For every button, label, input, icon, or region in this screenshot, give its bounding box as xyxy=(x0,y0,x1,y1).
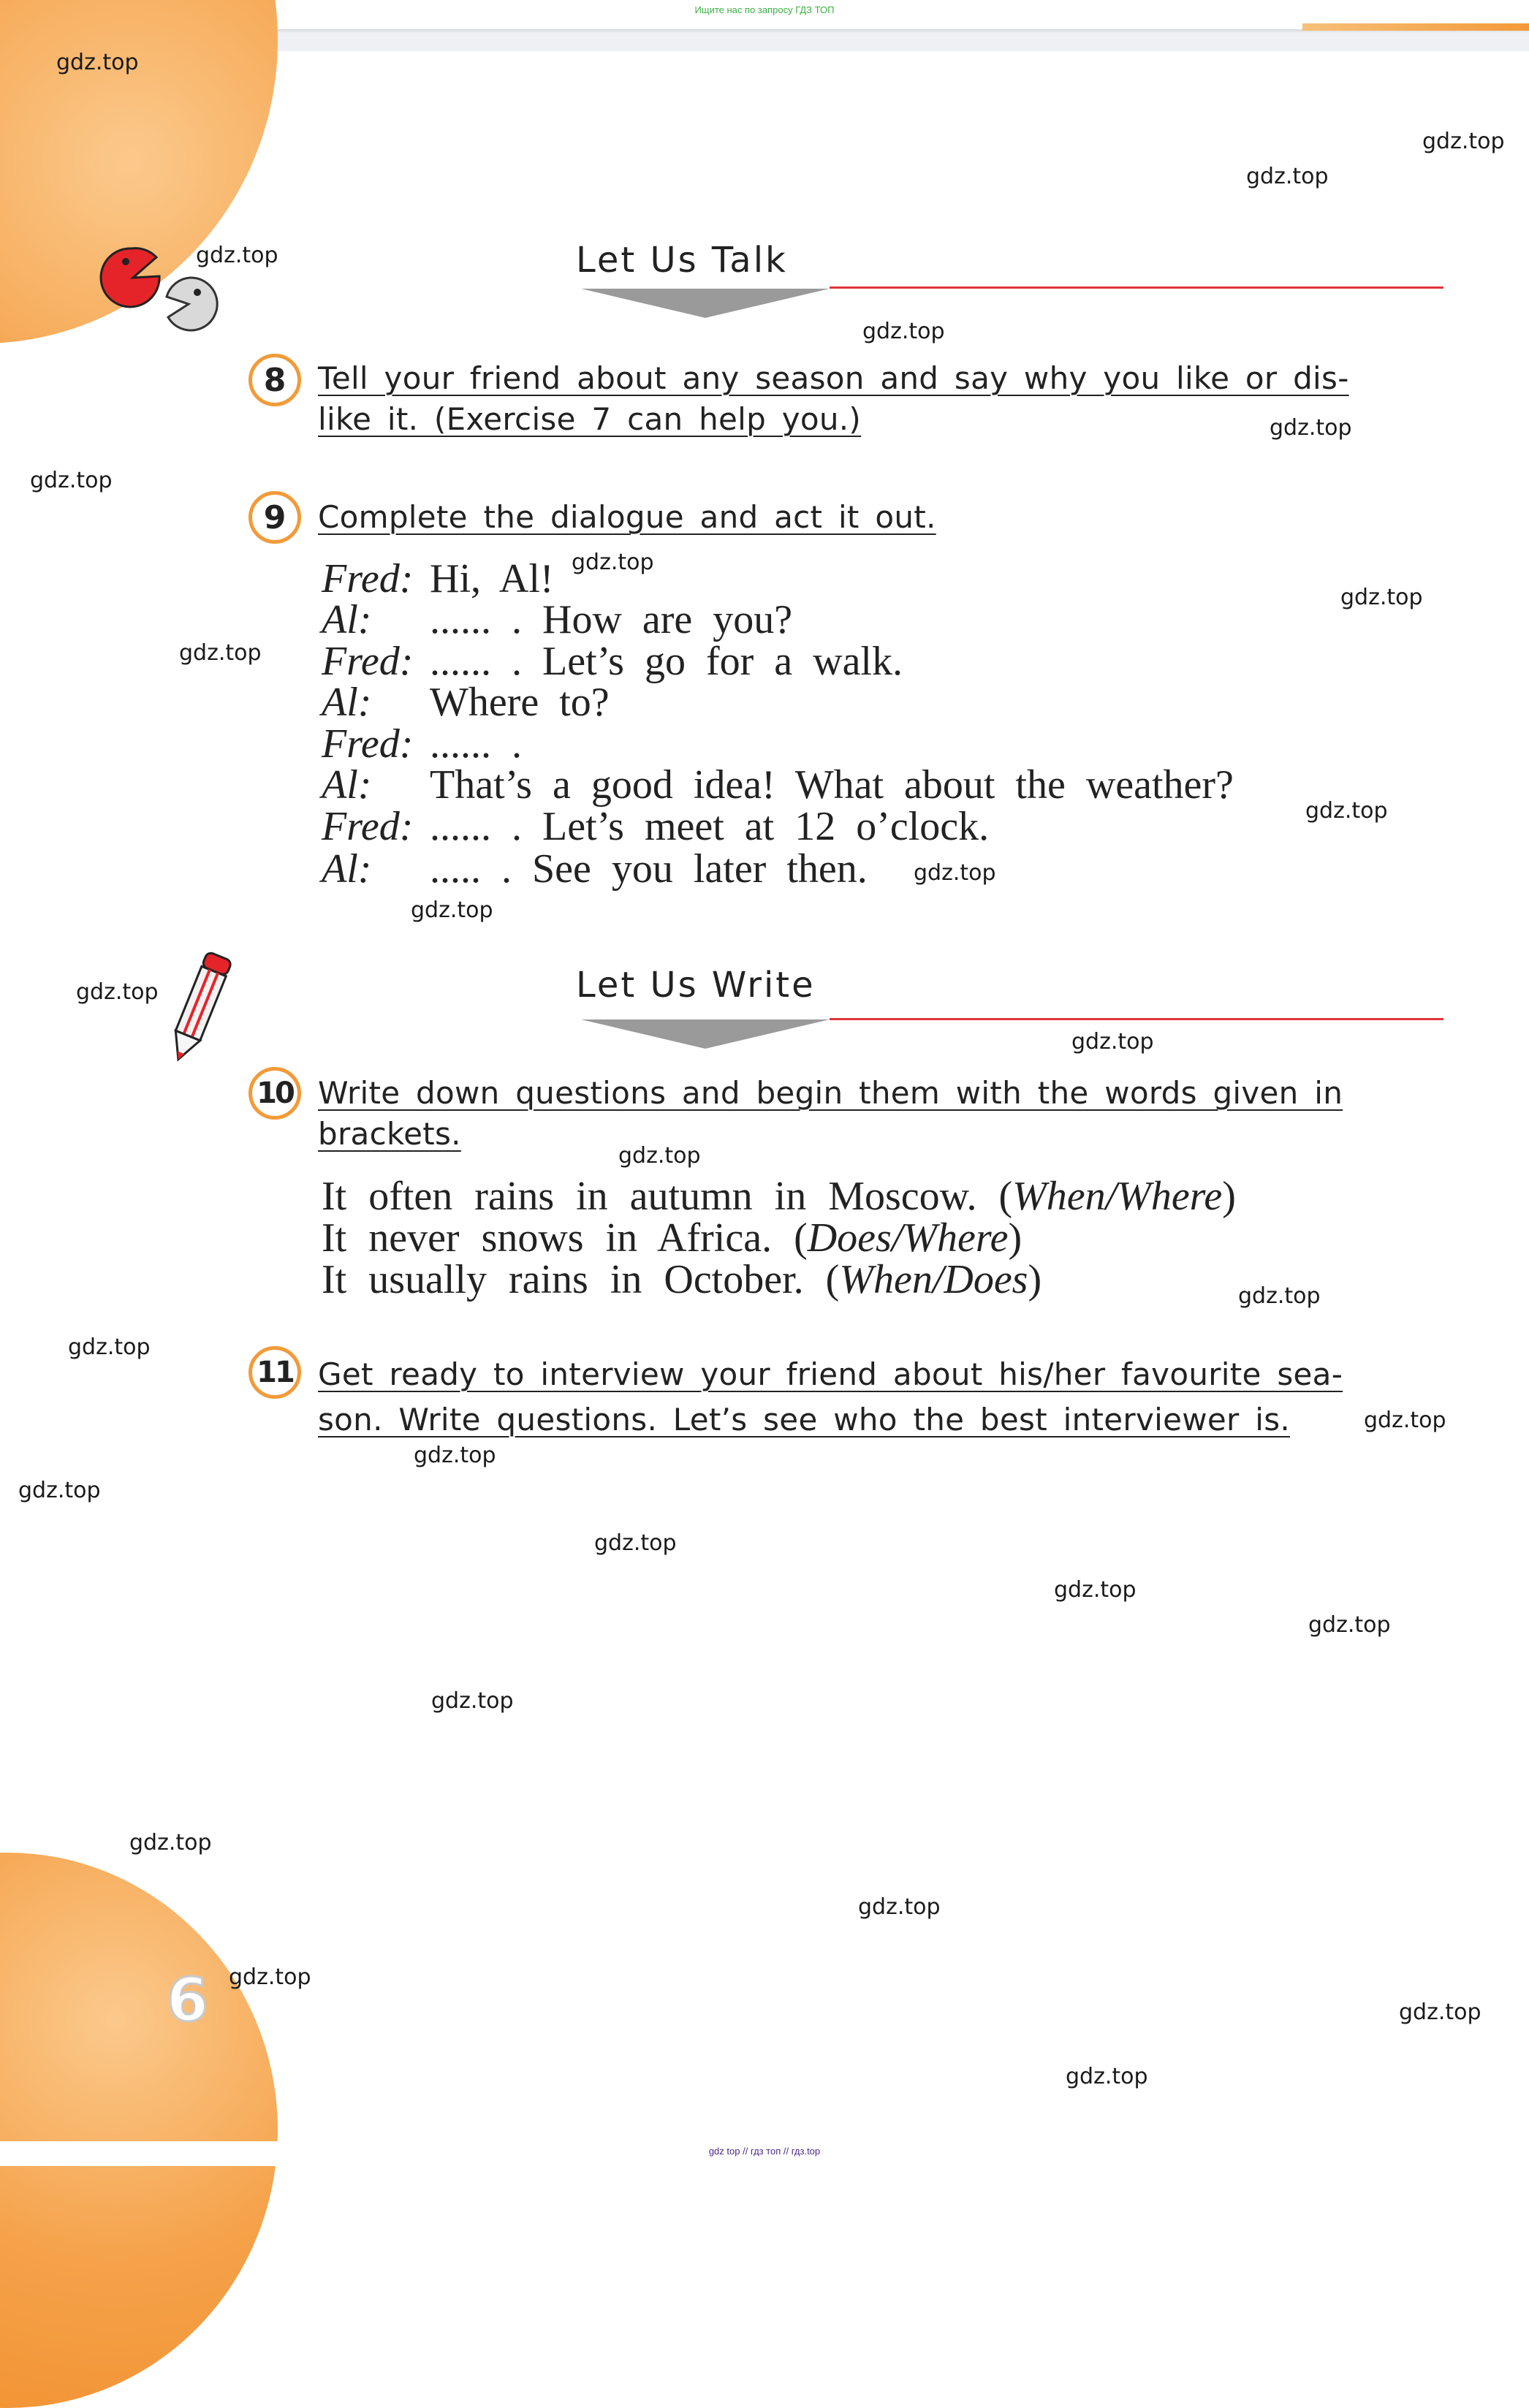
watermark: gdz.top xyxy=(1422,129,1505,154)
dialogue-speaker: Fred: xyxy=(322,721,414,767)
section-arrow-talk xyxy=(581,289,830,318)
watermark: gdz.top xyxy=(1308,1612,1391,1638)
orange-corner-decoration-bottom xyxy=(0,1853,278,2408)
dialogue-text: ...... . xyxy=(430,721,522,767)
sentence-line xyxy=(322,1215,1022,1261)
sentence-line xyxy=(322,1256,1042,1303)
section-rule-talk xyxy=(830,286,1443,289)
sentence-close: ) xyxy=(1222,1174,1236,1219)
dialogue-text: Where to? xyxy=(430,680,610,725)
dialogue-speaker: Al: xyxy=(322,680,372,725)
watermark: gdz.top xyxy=(862,319,945,344)
footer-links[interactable]: gdz top // гдз топ // гдз.top xyxy=(708,2146,821,2157)
exercise-9-instruction: Complete the dialogue and act it out. xyxy=(318,499,936,535)
watermark: gdz.top xyxy=(1054,1577,1137,1603)
exercise-number-10: 10 xyxy=(248,1067,301,1120)
exercise-8-instruction xyxy=(318,358,1411,440)
dialogue-text: ...... . How are you? xyxy=(430,597,793,642)
watermark: gdz.top xyxy=(858,1894,941,1920)
dialogue-text: ..... . See you later then. xyxy=(430,846,868,892)
dialogue-speaker: Al: xyxy=(322,762,372,808)
watermark: gdz.top xyxy=(414,1443,496,1468)
watermark: gdz.top xyxy=(1246,164,1329,189)
sentence-line xyxy=(322,1173,1236,1220)
watermark: gdz.top xyxy=(431,1688,514,1714)
top-banner-text[interactable]: Ищите нас по запросу ГДЗ ТОП xyxy=(694,4,835,15)
watermark: gdz.top xyxy=(1066,2064,1148,2089)
watermark: gdz.top xyxy=(229,1964,311,1990)
sentence-text: It never snows in Africa. ( xyxy=(322,1215,808,1261)
dialogue-text: ...... . Let’s go for a walk. xyxy=(430,639,903,684)
dialogue-line xyxy=(322,555,554,602)
watermark: gdz.top xyxy=(1305,798,1388,824)
watermark: gdz.top xyxy=(56,50,139,75)
sentence-hint: When/Where xyxy=(1012,1174,1223,1219)
section-title-talk: Let Us Talk xyxy=(576,240,788,281)
exercise-10-sentences xyxy=(322,1173,1359,1312)
exercise-8-line-2: like it. (Exercise 7 can help you.) xyxy=(318,401,862,437)
section-title-write: Let Us Write xyxy=(576,965,816,1006)
sentence-text: It usually rains in October. ( xyxy=(322,1257,840,1302)
watermark: gdz.top xyxy=(1399,1999,1481,2025)
dialogue-line xyxy=(322,721,522,767)
sentence-close: ) xyxy=(1028,1257,1042,1302)
exercise-11-line-2: son. Write questions. Let’s see who the best interviewer is. xyxy=(318,1402,1291,1437)
dialogue-speaker: Fred: xyxy=(322,556,414,601)
watermark: gdz.top xyxy=(411,897,493,923)
watermark: gdz.top xyxy=(1071,1029,1154,1055)
watermark: gdz.top xyxy=(1340,585,1423,610)
exercise-number-11: 11 xyxy=(248,1346,301,1399)
watermark: gdz.top xyxy=(129,1830,212,1856)
exercise-10-line-2: brackets. xyxy=(318,1116,461,1152)
section-arrow-write xyxy=(581,1019,830,1049)
top-banner-accent xyxy=(1302,23,1529,31)
sentence-close: ) xyxy=(1008,1215,1023,1261)
dialogue-line xyxy=(322,679,610,726)
section-rule-write xyxy=(830,1018,1443,1020)
exercise-number-9: 9 xyxy=(248,491,301,544)
watermark: gdz.top xyxy=(618,1143,701,1169)
dialogue-speaker: Al: xyxy=(322,597,372,642)
exercise-number-8: 8 xyxy=(248,354,301,406)
dialogue-line xyxy=(322,803,989,850)
sentence-text: It often rains in autumn in Moscow. ( xyxy=(322,1174,1013,1219)
exercise-9-dialogue xyxy=(322,555,1345,906)
exercise-11-line-1: Get ready to interview your friend about his/her favourite sea- xyxy=(318,1356,1343,1392)
dialogue-speaker: Fred: xyxy=(322,804,414,849)
watermark: gdz.top xyxy=(18,1478,101,1503)
dialogue-text: That’s a good idea! What about the weather? xyxy=(430,762,1234,808)
watermark: gdz.top xyxy=(1238,1283,1321,1309)
sentence-hint: When/Does xyxy=(839,1257,1028,1302)
dialogue-line xyxy=(322,761,1234,808)
watermark: gdz.top xyxy=(30,468,113,493)
watermark: gdz.top xyxy=(1270,415,1352,441)
exercise-11-instruction xyxy=(318,1352,1411,1443)
dialogue-text: Hi, Al! xyxy=(430,556,554,601)
exercise-10-instruction xyxy=(318,1073,1411,1155)
dialogue-speaker: Al: xyxy=(322,846,372,892)
watermark: gdz.top xyxy=(914,860,996,886)
exercise-8-line-1: Tell your friend about any season and say why you like or dis- xyxy=(318,360,1349,396)
watermark: gdz.top xyxy=(1364,1408,1446,1433)
watermark: gdz.top xyxy=(572,550,654,575)
page-number: 6 xyxy=(167,1966,209,2035)
dialogue-line xyxy=(322,638,903,685)
dialogue-speaker: Fred: xyxy=(322,639,414,684)
pencil-icon xyxy=(155,946,243,1071)
watermark: gdz.top xyxy=(179,640,262,666)
dialogue-line xyxy=(322,596,792,643)
exercise-10-line-1: Write down questions and begin them with the words given in xyxy=(318,1075,1343,1111)
watermark: gdz.top xyxy=(196,243,278,268)
watermark: gdz.top xyxy=(76,979,159,1005)
dialogue-line xyxy=(322,846,868,892)
sentence-hint: Does/Where xyxy=(807,1215,1009,1261)
watermark: gdz.top xyxy=(594,1530,677,1556)
dialogue-text: ...... . Let’s meet at 12 o’clock. xyxy=(430,804,990,849)
watermark: gdz.top xyxy=(68,1334,151,1360)
